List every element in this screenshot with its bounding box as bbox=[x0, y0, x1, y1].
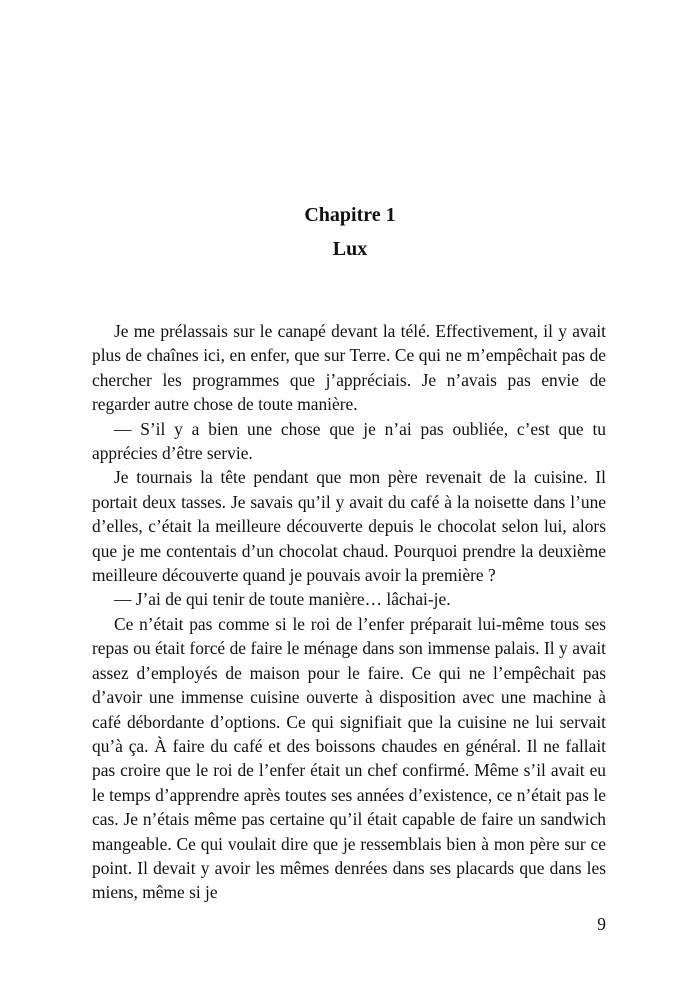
paragraph: — J’ai de qui tenir de toute manière… lâchai-je. bbox=[114, 589, 451, 610]
paragraph: Je me prélassais sur le canapé devant la télé. Effectivement, il y avait plus de chaînes ici, en enfer, que sur Terre. Ce qui ne m’empêchait pas de chercher les programmes que j’appréciais. Je n’avais pas envie de regarder autre chose de toute manière. bbox=[92, 321, 606, 415]
chapter-heading bbox=[0, 198, 700, 266]
page-number: 9 bbox=[597, 914, 606, 934]
chapter-title: Lux bbox=[332, 238, 368, 260]
paragraph: — S’il y a bien une chose que je n’ai pas oubliée, c’est que tu apprécies d’être servie. bbox=[92, 418, 606, 464]
chapter-number: Chapitre 1 bbox=[304, 204, 396, 226]
paragraph: Je tournais la tête pendant que mon père revenait de la cuisine. Il portait deux tasses. Je savais qu’il y avait du café à la noisette dans l’une d’elles, c’était la meilleure découverte depuis le chocolat selon lui, alors que je me contentais d’un chocolat chaud. Pourquoi prendre la deuxième meilleure découverte quand je pouvais avoir la première ? bbox=[92, 467, 606, 586]
paragraph: Ce n’était pas comme si le roi de l’enfer préparait lui-même tous ses repas ou était forcé de faire le ménage dans son immense palais. Il y avait assez d’employés de maison pour le faire. Ce qui ne l’empêchait pas d’avoir une immense cuisine ouverte à disposition avec une machine à café débordante d’options. Ce qui signifiait que la cuisine ne lui servait qu’à ça. À faire du café et des boissons chaudes en général. Il ne fallait pas croire que le roi de l’enfer était un chef confirmé. Même s’il avait eu le temps d’apprendre après toutes ses années d’existence, ce n’était pas le cas. Je n’étais même pas certaine qu’il était capable de faire un sandwich mangeable. Ce qui voulait dire que je ressemblais bien à mon père sur ce point. Il devait y avoir les mêmes denrées dans ses placards que dans les miens, même si je bbox=[92, 613, 606, 903]
body-text bbox=[92, 319, 606, 905]
